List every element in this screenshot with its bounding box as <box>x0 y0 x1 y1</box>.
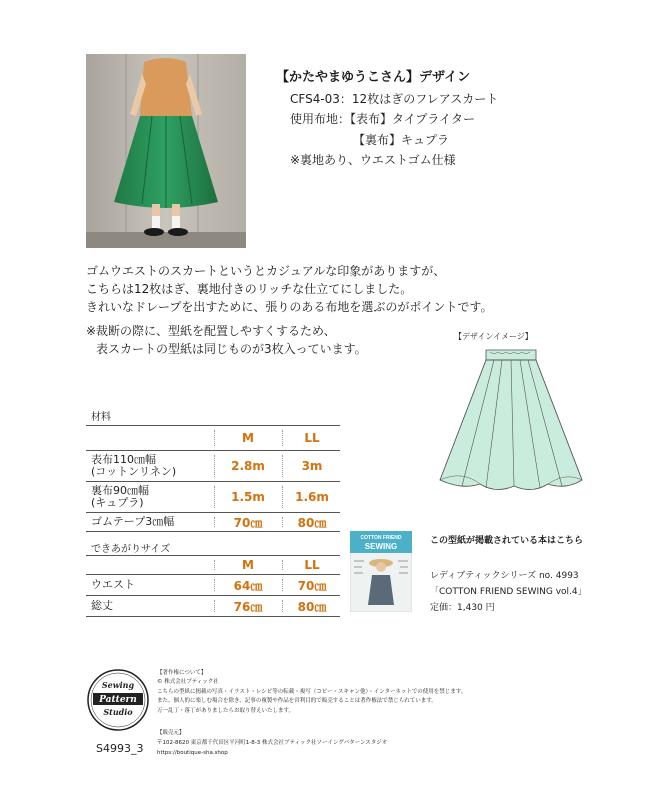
description-line: こちらは12枚はぎ、裏地付きのリッチな仕立てにしました。 <box>86 282 413 296</box>
book-cover <box>350 531 412 612</box>
svg-text:Sewing: Sewing <box>101 680 135 690</box>
book-price: 定価：1,430 円 <box>430 603 495 613</box>
finished-size-title: できあがりサイズ <box>91 544 171 555</box>
value-m: 64㎝ <box>233 578 263 593</box>
value-ll: 80㎝ <box>297 599 327 614</box>
svg-text:Studio: Studio <box>103 707 133 717</box>
row-label: 表布110㎝幅 <box>91 453 156 466</box>
row-label: 裏布90㎝幅 <box>91 484 149 497</box>
value-ll: 3m <box>301 459 323 473</box>
book-caption: この型紙が掲載されている本はこちら <box>430 536 584 546</box>
row-label: 総丈 <box>91 599 113 612</box>
sewing-pattern-studio-logo <box>86 668 150 732</box>
copyright-owner: © 株式会社ブティック社 <box>157 679 219 685</box>
model-photo <box>86 54 246 248</box>
publisher-heading: 【販売元】 <box>157 730 185 736</box>
copyright-heading: 【著作権について】 <box>157 670 207 676</box>
page-code: S4993_3 <box>96 742 144 755</box>
value-ll: 1.6m <box>295 490 329 504</box>
table-row <box>86 482 340 513</box>
copyright-text: 万一乱丁・落丁がありましたらお取り替えいたします。 <box>157 708 295 714</box>
publisher-address: 〒102-8620 東京都千代田区平河町1-8-3 株式会社ブティック社ソーイングパターンスタジオ <box>157 740 388 746</box>
table-row <box>86 451 340 482</box>
designer-heading: 【かたやまゆうこさん】デザイン <box>276 70 471 85</box>
book-series: レディブティックシリーズ no. 4993 <box>430 571 579 581</box>
cutting-note: 表スカートの型紙は同じものが3枚入っています。 <box>96 342 367 356</box>
cutting-note: ※裁断の際に、型紙を配置しやすくするため、 <box>86 324 336 338</box>
value-m: 2.8m <box>231 459 265 473</box>
col-header-m: M <box>242 431 254 445</box>
value-m: 76㎝ <box>233 599 263 614</box>
row-sublabel: (コットンリネン) <box>91 465 177 478</box>
row-label: ウエスト <box>91 578 135 591</box>
materials-table <box>86 425 340 532</box>
description-line: きれいなドレープを出すために、張りのある布地を選ぶのがポイントです。 <box>86 300 493 314</box>
design-image-label: 【デザインイメージ】 <box>454 332 533 341</box>
value-m: 1.5m <box>231 490 265 504</box>
col-header-ll: LL <box>304 431 320 445</box>
book-title: 「COTTON FRIEND SEWING vol.4」 <box>430 587 587 597</box>
table-header <box>86 425 340 451</box>
svg-text:Pattern: Pattern <box>99 695 137 705</box>
cover-brand: COTTON FRIEND <box>360 535 402 541</box>
table-row <box>86 513 340 532</box>
value-m: 70㎝ <box>233 515 263 530</box>
row-label: ゴムテープ3㎝幅 <box>91 515 175 528</box>
copyright-text: また、個人的に楽しむ場合を除き、記事の複製や作品を営利目的で販売することは著作権法で禁じられています。 <box>157 698 437 704</box>
table-row <box>86 596 340 617</box>
description-line: ゴムウエストのスカートというとカジュアルな印象がありますが、 <box>86 264 446 278</box>
materials-title: 材料 <box>91 412 111 423</box>
copyright-text: こちらの型紙に掲載の写真・イラスト・レシピ等の転載・複写（コピー・スキャン他）・インターネットでの使用を禁じます。 <box>157 689 467 695</box>
col-header-ll: LL <box>304 558 320 572</box>
cover-title: SEWING <box>364 542 398 551</box>
pattern-code: CFS4-03：12枚はぎのフレアスカート <box>290 92 499 106</box>
value-ll: 70㎝ <box>297 578 327 593</box>
skirt-illustration <box>436 344 586 496</box>
row-sublabel: (キュプラ) <box>91 496 144 509</box>
fabric-lining: 【裏布】キュプラ <box>353 133 450 147</box>
col-header-m: M <box>242 558 254 572</box>
finished-size-table <box>86 555 340 617</box>
table-row <box>86 575 340 596</box>
publisher-url[interactable]: https://boutique-sha.shop <box>157 750 228 756</box>
lining-note: ※裏地あり、ウエストゴム仕様 <box>290 153 456 167</box>
table-header <box>86 555 340 575</box>
fabric-outer: 使用布地：【表布】タイプライター <box>290 112 476 126</box>
value-ll: 80㎝ <box>297 515 327 530</box>
